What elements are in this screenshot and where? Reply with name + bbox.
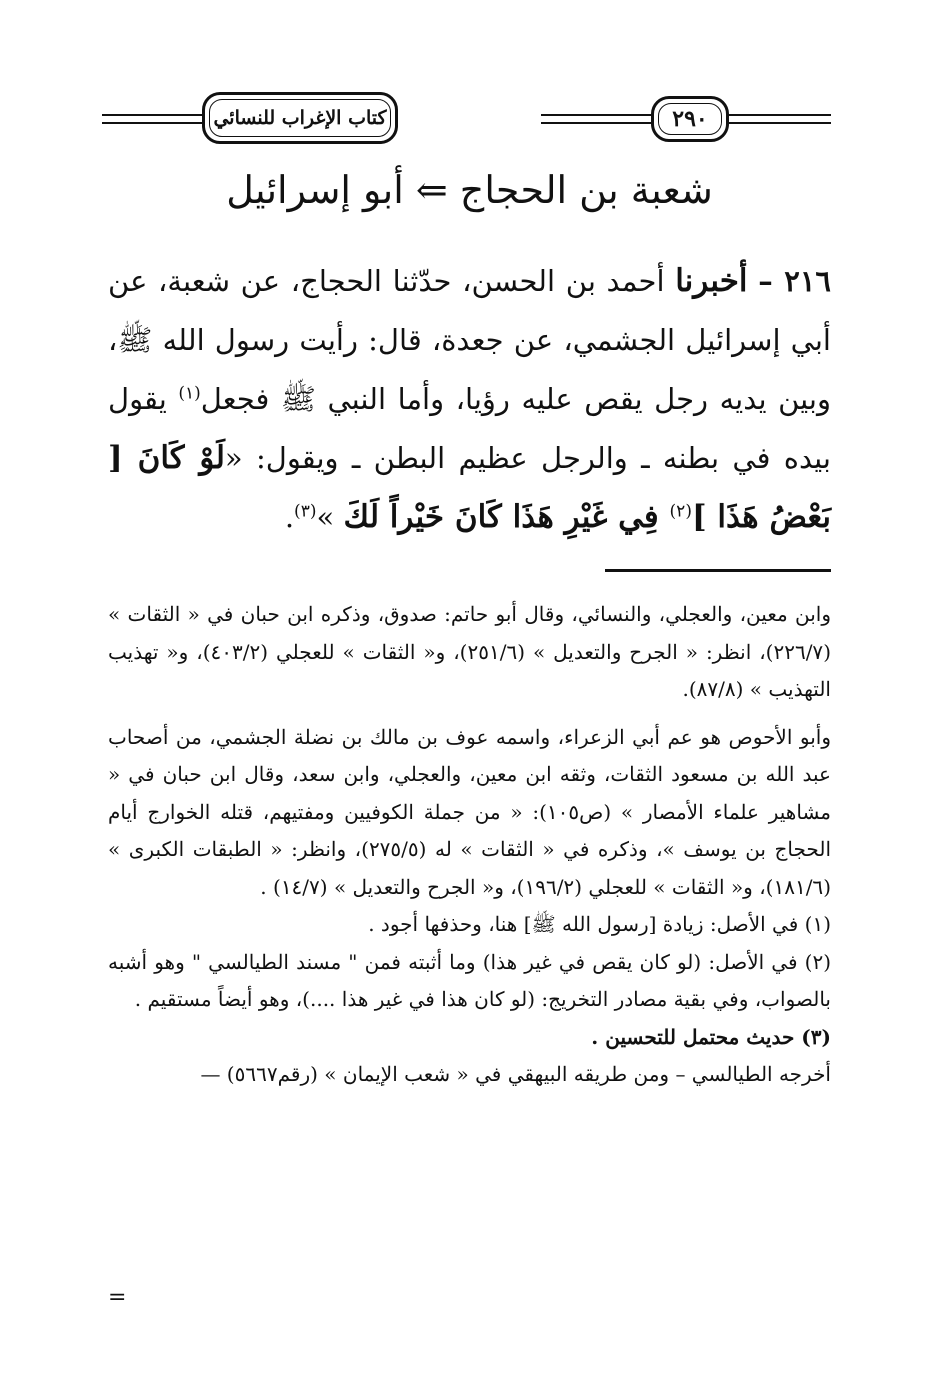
footnotes xyxy=(108,596,831,1094)
note-abu-al-ahwas-paragraph: وأبو الأحوص هو عم أبي الزعراء، واسمه عوف بن مالك بن نضلة الجشمي، من أصحاب عبد الله بن مسعود الثقات، وثقه ابن معين، والعجلي، وابن سعد، وقال ابن حبان في « مشاهير علماء الأمصار » (ص١٠٥): « من جملة الكوفيين ومفتيهم، قتله الخوارج أيام الحجاج بن يوسف »، وذكره في « الثقات » له (٢٧٥/٥)، وانظر: « الطبقات الكبرى » (١٨١/٦)، و« الثقات » للعجلي (١٩٦/٢)، و« الجرح والتعديل » (١٤/٧) . xyxy=(108,724,831,899)
prophetic-saying-part-2: فِي غَيْرِ هَذَا كَانَ خَيْراً لَكَ xyxy=(343,499,670,535)
footnote-3-takhrij: أخرجه الطيالسي – ومن طريقه البيهقي في « شعب الإيمان » (رقم٥٦٦٧) — xyxy=(200,1062,831,1086)
hadith-akhbarana: أخبرنا xyxy=(675,263,748,299)
note-continued-paragraph: وابن معين، والعجلي، والنسائي، وقال أبو حاتم: صدوق، وذكره ابن حبان في « الثقات » (٢٢٦/٧)، انظر: « الجرح والتعديل » (٢٥١/٦)، و« الثقات » للعجلي (٤٠٣/٢)، و« تهذيب التهذيب » (٨٧/٨). xyxy=(108,602,831,701)
page-number-box xyxy=(651,96,729,142)
hadith-text-part-2: يقول بيده في بطنه ـ والرجل عظيم البطن ـ ويقول: « xyxy=(108,382,832,475)
footnote-ref-3: (٣) xyxy=(294,501,317,522)
footnote-2: (٢) في الأصل: (لو كان يقص في غير هذا) وما أثبته فمن " مسند الطيالسي " وهو أشبه بالصواب، وفي بقية مصادر التخريج: (لو كان هذا في غير هذا ....)، وهو أيضاً مستقيم . xyxy=(108,949,831,1011)
header-rule-right-bottom xyxy=(729,122,831,124)
continuation-mark: = xyxy=(108,1285,127,1310)
prophetic-saying-part-1: لَوْ كَانَ [ بَعْضُ هَذَا ] xyxy=(108,440,831,535)
footnote-3: (٣) حديث محتمل للتحسين . xyxy=(591,1024,831,1049)
footnote-1: (١) في الأصل: زيادة [رسول الله ﷺ] هنا، وحذفها أجود . xyxy=(368,912,831,936)
footnote-ref-2: (٢) xyxy=(669,501,692,522)
hadith-text-part-3: » xyxy=(316,500,344,534)
hadith-number: ٢١٦ – xyxy=(758,264,832,298)
header-rule-middle-top xyxy=(541,114,651,116)
chapter-title: شعبة بن الحجاج ⇐ أبو إسرائيل xyxy=(226,168,713,212)
book-title-box xyxy=(202,92,398,144)
hadith-text xyxy=(108,252,831,547)
header-rule-middle-bottom xyxy=(541,122,651,124)
footnote-separator xyxy=(605,569,831,572)
header-rule-right-top xyxy=(729,114,831,116)
page-number: ٢٩٠ xyxy=(672,106,708,132)
footnote-ref-1: (١) xyxy=(178,383,201,404)
header-rule-left-top xyxy=(102,114,202,116)
header-rule-left-bottom xyxy=(102,122,202,124)
hadith-text-end: . xyxy=(284,500,295,534)
hadith-text-part-1: أحمد بن الحسن، حدّثنا الحجاج، عن شعبة، عن أبي إسرائيل الجشمي، عن جعدة، قال: رأيت رسول الله ﷺ، وبين يديه رجل يقص عليه رؤيا، وأما النبي ﷺ فجعل xyxy=(108,264,831,416)
book-title: كتاب الإغراب للنسائي xyxy=(213,107,387,129)
